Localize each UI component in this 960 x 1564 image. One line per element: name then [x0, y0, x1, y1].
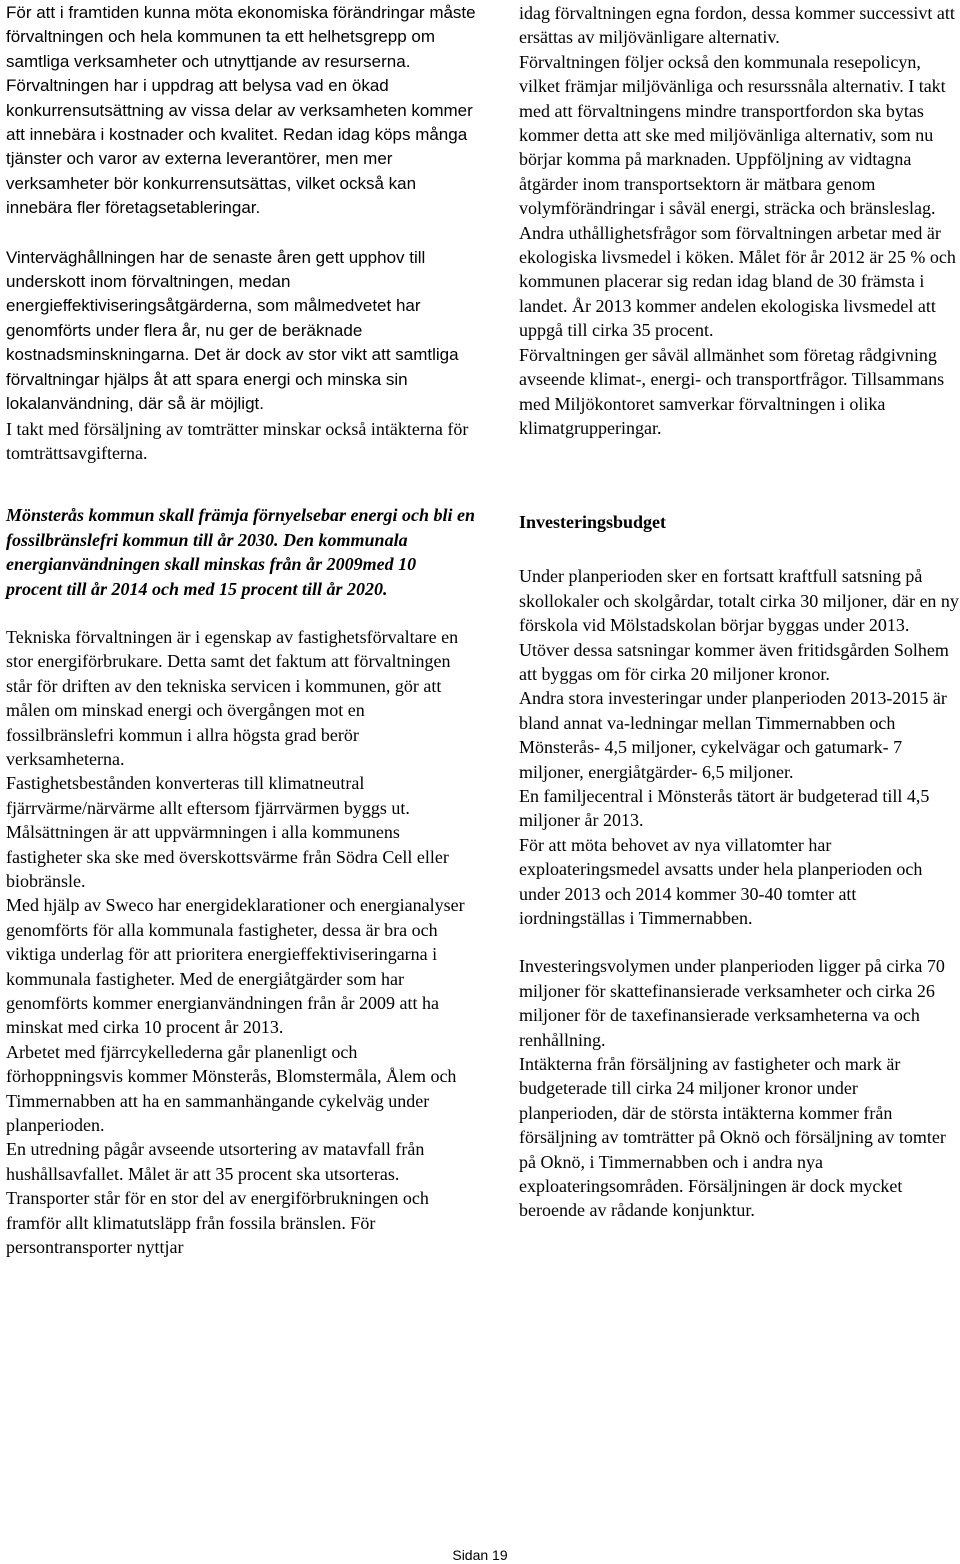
- paragraph-other-investments: Andra stora investeringar under planperioden 2013-2015 är bland annat va-ledningar mellan Timmernabben och Mönsterås- 4,5 miljoner, cykelvägar och gatumark- 7 miljoner, energiåtgärder- 6,5 miljoner.: [519, 688, 947, 782]
- paragraph-sales-revenue: Intäkterna från försäljning av fastigheter och mark är budgeterade till cirka 24 miljoner kronor under planperioden, där de största intäkterna kommer från försäljning av tomträtter på Oknö och försäljning av tomter på Oknö, i Timmernabben och i andra nya exploateringsområden. Försäljningen är dock mycket beroende av rådande konjunktur.: [519, 1054, 946, 1221]
- left-column: [6, 0, 476, 1260]
- paragraph-bicycle-paths: Arbetet med fjärrcykellederna går planenligt och förhoppningsvis kommer Mönsterås, Blomstermåla, Ålem och Timmernabben att ha en sammanhängande cykelväg under planperioden.: [6, 1041, 457, 1136]
- paragraph-vehicles: idag förvaltningen egna fordon, dessa kommer successivt att ersättas av miljövänligare alternativ.: [519, 3, 955, 48]
- paragraph-villa-plots: För att möta behovet av nya villatomter har exploateringsmedel avsatts under hela planperioden och under 2013 och 2014 kommer 30-40 tomter att iordningställas i Timmernabben.: [519, 834, 923, 928]
- paragraph-food-waste: En utredning pågår avseende utsortering av matavfall från hushållsavfallet. Målet är att 35 procent ska utsorteras.: [6, 1139, 425, 1184]
- paragraph-family-center: En familjecentral i Mönsterås tätort är budgeterad till 4,5 miljoner år 2013.: [519, 785, 930, 831]
- paragraph-climate-advice: Förvaltningen ger såväl allmänhet som företag rådgivning avseende klimat-, energi- och transportfrågor. Tillsammans med Miljökontoret samverkar förvaltningen i olika klimatgrupperingar.: [519, 344, 945, 438]
- paragraph-economic-changes: För att i framtiden kunna möta ekonomiska förändringar måste förvaltningen och hela kommunen ta ett helhetsgrepp om samtliga verksamheter och utnyttjande av resurserna. Förvaltningen har i uppdrag att belysa vad en ökad konkurrensutsättning av vissa delar av verksamheten kommer att innebära i kostnader och kvalitet. Redan idag köps många tjänster och varor av externa leverantörer, men mer verksamheter bör konkurrensutsättas, vilket också kan innebära fler företagsetableringar.: [6, 3, 476, 218]
- paragraph-district-heating: Fastighetsbestånden konverteras till klimatneutral fjärrvärme/närvärme allt eftersom fjärrvärmen byggs ut. Målsättningen är att uppvärmningen i alla kommunens fastigheter ska ske med överskottsvärme från Södra Cell eller biobränsle.: [6, 773, 449, 891]
- paragraph-travel-policy: Förvaltningen följer också den kommunala resepolicyn, vilket främjar miljövänliga och resurssnåla alternativ. I takt med att förvaltningens mindre transportfordon ska bytas kommer detta att ske med miljövänliga alternativ, som nu börjar komma på marknaden. Uppföljning av vidtagna åtgärder inom transportsektorn är mätbara genom volymförändringar i såväl energi, sträcka och bränsleslag.: [519, 51, 946, 219]
- page-number: Sidan 19: [452, 1547, 508, 1563]
- paragraph-school-investments: Under planperioden sker en fortsatt kraftfull satsning på skollokaler och skolgårdar, totalt cirka 30 miljoner, där en ny förskola vid Mölstadskolan börjar byggas under 2013. Utöver dessa satsningar kommer även fritidsgården Solhem att byggas om för cirka 20 miljoner kronor.: [519, 566, 959, 684]
- energy-goal-statement: Mönsterås kommun skall främja förnyelsebar energi och bli en fossilbränslefri kommun till år 2030. Den kommunala energianvändningen skall minskas från år 2009med 10 procent till år 2014 och med 15 procent till år 2020.: [6, 505, 476, 599]
- paragraph-organic-food: Andra uthållighetsfrågor som förvaltningen arbetar med är ekologiska livsmedel i köken. Målet för år 2012 är 25 % och kommunen placerar sig redan idag bland de 30 främsta i landet. År 2013 kommer andelen ekologiska livsmedel att uppgå till cirka 35 procent.: [519, 222, 956, 341]
- paragraph-ground-lease: I takt med försäljning av tomträtter minskar också intäkterna för tomträttsavgifterna.: [6, 418, 469, 463]
- paragraph-winter-road: Vinterväghållningen har de senaste åren gett upphov till underskott inom förvaltningen, medan energieffektiviseringsåtgärderna, som målmedvetet har genomförts under flera år, nu ger de beräknade kostnadsminskningarna. Det är dock av stor vikt att samtliga förvaltningar hjälps åt att spara energi och minska sin lokalanvändning, där så är möjligt.: [6, 247, 459, 414]
- paragraph-investment-volume: Investeringsvolymen under planperioden ligger på cirka 70 miljoner för skattefinansierade verksamheter och cirka 26 miljoner för de taxefinansierade verksamheterna va och renhållning.: [519, 956, 945, 1050]
- paragraph-property-manager: Tekniska förvaltningen är i egenskap av fastighetsförvaltare en stor energiförbrukare. Detta samt det faktum att förvaltningen står för driften av den tekniska servicen i kommunen, gör att målen om minskad energi och övergången mot en fossilbränslefri kommun i allra högsta grad berör verksamheterna.: [6, 626, 459, 769]
- paragraph-transport: Transporter står för en stor del av energiförbrukningen och framför allt klimatutsläpp från fossila bränslen. För persontransporter nyttjar: [6, 1188, 429, 1258]
- right-column: [519, 0, 959, 1223]
- paragraph-energy-declarations: Med hjälp av Sweco har energideklarationer och energianalyser genomförts för alla kommunala fastigheter, dessa är bra och viktiga underlag för att prioritera energieffektiviseringarna i kommunala fastigheter. Med de energiåtgärder som har genomförts kommer energianvändningen från år 2009 att ha minskat med cirka 10 procent år 2013.: [6, 895, 465, 1038]
- section-heading-investment-budget: Investeringsbudget: [519, 512, 667, 533]
